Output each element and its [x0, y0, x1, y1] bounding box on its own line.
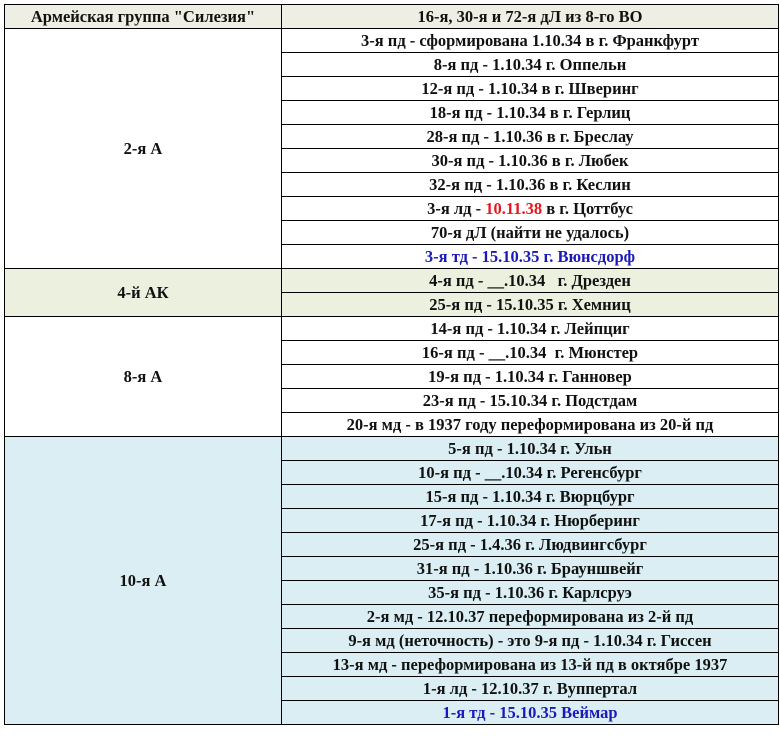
division-cell — [282, 317, 779, 341]
division-cell — [282, 437, 779, 461]
division-cell — [282, 677, 779, 701]
army-group-table — [4, 4, 779, 725]
header-divisions: 16-я, 30-я и 72-я дЛ из 8-го ВО — [282, 5, 779, 29]
division-text: 5-я пд - 1.10.34 г. Ульн — [448, 439, 612, 458]
division-text: 17-я пд - 1.10.34 г. Нюрберинг — [420, 511, 640, 530]
division-text: 8-я пд - 1.10.34 г. Оппельн — [433, 55, 627, 74]
division-cell — [282, 557, 779, 581]
header-army-group: Армейская группа "Силезия" — [5, 5, 282, 29]
army-cell: 10-я А — [5, 437, 282, 725]
division-cell — [282, 629, 779, 653]
division-text: 4-я пд - __.10.34 г. Дрезден — [429, 271, 631, 290]
division-text: 28-я пд - 1.10.36 в г. Бреслау — [426, 127, 634, 146]
header-row — [5, 5, 779, 29]
division-text: 35-я пд - 1.10.36 г. Карлсруэ — [428, 583, 632, 602]
highlighted-text: 1-я тд - 15.10.35 Веймар — [442, 703, 618, 722]
division-cell — [282, 173, 779, 197]
division-text: 16-я пд - __.10.34 г. Мюнстер — [421, 343, 639, 362]
division-text: 25-я пд - 15.10.35 г. Хемниц — [429, 295, 631, 314]
division-cell — [282, 293, 779, 317]
army-cell: 2-я А — [5, 29, 282, 269]
division-cell — [282, 605, 779, 629]
division-cell — [282, 389, 779, 413]
division-text: 9-я мд (неточность) - это 9-я пд - 1.10.34 г. Гиссен — [348, 631, 712, 650]
division-cell — [282, 461, 779, 485]
division-text: в г. Цоттбус — [542, 199, 633, 218]
table-row — [5, 437, 779, 461]
division-text: 13-я мд - переформирована из 13-й пд в октябре 1937 — [332, 655, 728, 674]
division-cell — [282, 101, 779, 125]
division-text: 3-я лд - — [427, 199, 486, 218]
division-cell — [282, 653, 779, 677]
division-cell — [282, 197, 779, 221]
division-cell — [282, 485, 779, 509]
highlighted-text: 3-я тд - 15.10.35 г. Вюнсдорф — [424, 247, 636, 266]
division-text: 2-я мд - 12.10.37 переформирована из 2-й пд — [366, 607, 694, 626]
division-cell — [282, 125, 779, 149]
division-cell — [282, 701, 779, 725]
division-text: 19-я пд - 1.10.34 г. Ганновер — [428, 367, 632, 386]
division-text: 25-я пд - 1.4.36 г. Людвингсбург — [413, 535, 647, 554]
division-text: 31-я пд - 1.10.36 г. Брауншвейг — [416, 559, 644, 578]
division-text: 30-я пд - 1.10.36 в г. Любек — [431, 151, 629, 170]
division-cell — [282, 221, 779, 245]
division-text: 32-я пд - 1.10.36 в г. Кеслин — [429, 175, 631, 194]
division-text: 18-я пд - 1.10.34 в г. Герлиц — [429, 103, 631, 122]
table-row — [5, 317, 779, 341]
division-text: 23-я пд - 15.10.34 г. Подстдам — [422, 391, 638, 410]
division-cell — [282, 149, 779, 173]
division-cell — [282, 29, 779, 53]
table-row — [5, 269, 779, 293]
division-cell — [282, 53, 779, 77]
division-text: 70-я дЛ (найти не удалось) — [430, 223, 630, 242]
division-cell — [282, 509, 779, 533]
table-row — [5, 29, 779, 53]
division-text: 20-я мд - в 1937 году переформирована из 20-й пд — [346, 415, 714, 434]
army-cell: 4-й АК — [5, 269, 282, 317]
division-cell — [282, 341, 779, 365]
division-cell — [282, 269, 779, 293]
division-text: 12-я пд - 1.10.34 в г. Шверинг — [421, 79, 639, 98]
army-cell: 8-я А — [5, 317, 282, 437]
division-cell — [282, 365, 779, 389]
division-cell — [282, 245, 779, 269]
division-cell — [282, 77, 779, 101]
division-cell — [282, 533, 779, 557]
division-text: 10-я пд - __.10.34 г. Регенсбург — [418, 463, 642, 482]
division-cell — [282, 581, 779, 605]
division-text: 1-я лд - 12.10.37 г. Вуппертал — [422, 679, 638, 698]
division-text: 14-я пд - 1.10.34 г. Лейпциг — [430, 319, 630, 338]
division-text: 3-я пд - сформирована 1.10.34 в г. Франкфурт — [361, 31, 699, 50]
division-cell — [282, 413, 779, 437]
division-text: 15-я пд - 1.10.34 г. Вюрцбург — [425, 487, 635, 506]
highlighted-text: 10.11.38 — [485, 199, 543, 218]
